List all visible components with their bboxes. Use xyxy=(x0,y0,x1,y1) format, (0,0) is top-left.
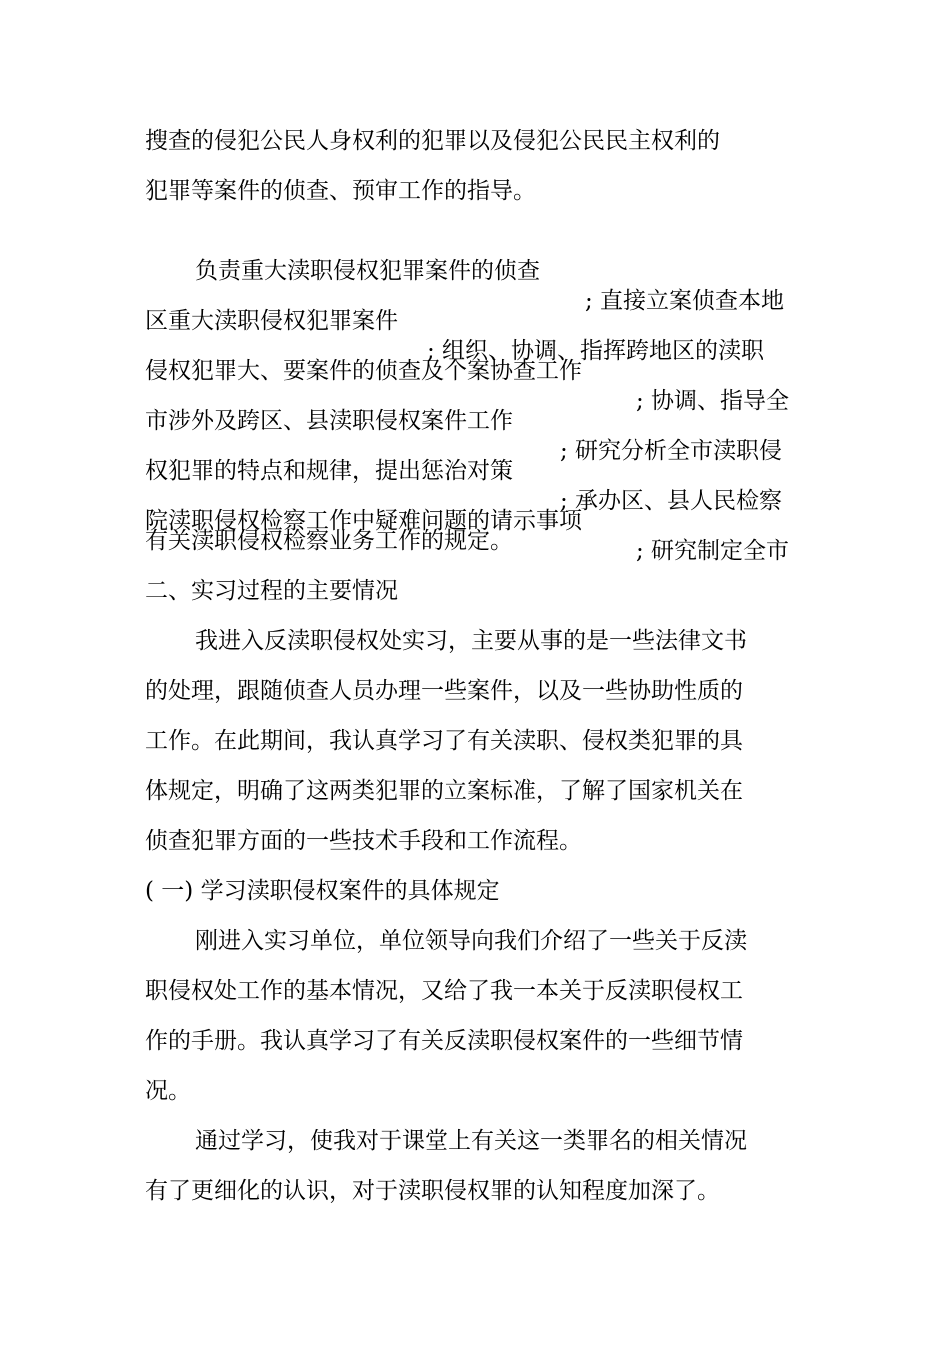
paragraph-4-line-2: 职侵权处工作的基本情况，又给了我一本关于反渎职侵权工 xyxy=(145,978,743,1004)
paragraph-5-line-1: 通过学习，使我对于课堂上有关这一类罪名的相关情况 xyxy=(195,1128,747,1154)
paragraph-3-line-1: 我进入反渎职侵权处实习，主要从事的是一些法律文书 xyxy=(195,628,747,654)
paragraph-4-line-3: 作的手册。我认真学习了有关反渎职侵权案件的一些细节情 xyxy=(145,1028,743,1054)
paragraph-2-line-6: 院渎职侵权检察工作中疑难问题的请示事项 ; 研究制定全市 xyxy=(145,508,790,564)
paragraph-3-line-3: 工作。在此期间，我认真学习了有关渎职、侵权类犯罪的具 xyxy=(145,728,743,754)
paragraph-2-line-5: 权犯罪的特点和规律，提出惩治对策 ; 承办区、县人民检察 xyxy=(145,458,783,514)
paragraph-4-line-1: 刚进入实习单位，单位领导向我们介绍了一些关于反渎 xyxy=(195,928,747,954)
paragraph-2-line-3: 侵权犯罪大、要案件的侦查及个案协查工作 ; 协调、指导全 xyxy=(145,358,790,414)
paragraph-2-line-4: 市涉外及跨区、县渎职侵权案件工作 ; 研究分析全市渎职侵 xyxy=(145,408,783,464)
paragraph-1-line-1: 搜查的侵犯公民人身权利的犯罪以及侵犯公民民主权利的 xyxy=(145,128,720,154)
paragraph-2-line-7: 有关渎职侵权检察业务工作的规定。 xyxy=(145,528,513,554)
paragraph-3-line-5: 侦查犯罪方面的一些技术手段和工作流程。 xyxy=(145,828,582,854)
paragraph-2-line-2: 区重大渎职侵权犯罪案件 ; 组织、协调、指挥跨地区的渎职 xyxy=(145,308,765,364)
paragraph-3-line-2: 的处理，跟随侦查人员办理一些案件，以及一些协助性质的 xyxy=(145,678,743,704)
section-heading: 二、实习过程的主要情况 xyxy=(145,578,398,604)
subsection-heading: ( 一) 学习渎职侵权案件的具体规定 xyxy=(145,878,500,904)
paragraph-1-line-2: 犯罪等案件的侦查、预审工作的指导。 xyxy=(145,178,536,204)
paragraph-5-line-2: 有了更细化的认识，对于渎职侵权罪的认知程度加深了。 xyxy=(145,1178,720,1204)
paragraph-2-line-1: 负责重大渎职侵权犯罪案件的侦查 ; 直接立案侦查本地 xyxy=(195,258,785,314)
paragraph-4-line-4: 况。 xyxy=(145,1078,191,1104)
paragraph-3-line-4: 体规定，明确了这两类犯罪的立案标准，了解了国家机关在 xyxy=(145,778,743,804)
